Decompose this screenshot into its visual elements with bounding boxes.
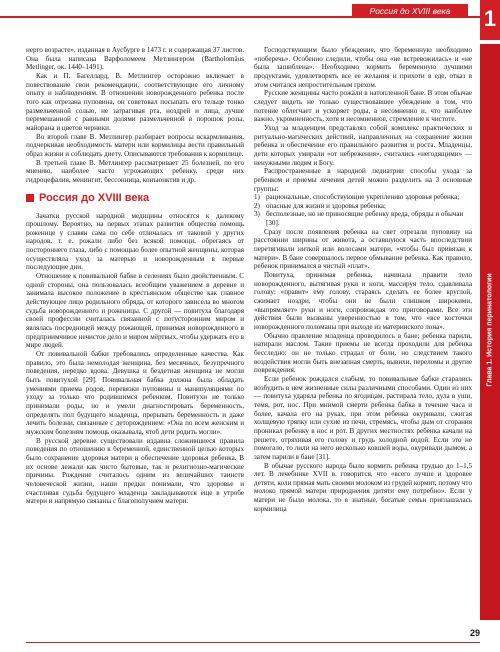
- right-top-paragraphs: [254, 46, 472, 193]
- footer-rule: [26, 642, 480, 643]
- list-item: [254, 210, 472, 227]
- paragraph: Если ребенок рождался слабым, то повивальные бабки старались возбудить в нем жизненные силы различными способами. Один из них — повитуха ударяла ребенка по ягодицам, растирала тело, дула в уши, темя, рот, нос. При мнимой смерти ребенка бабка в течение часа и более, качала его на руках, при этом ребенка окуривали, сжигая холщевую тряпку или сухие из печи, стремясь, чтобы дым от сгорания проникал ребенку в нос и рот. В других местностях ребенка качали на решете, отряхивая его голову и грудь холодной водой. Если это не помогало, то лили на него несколько ковшей воды, окуривали дымом, а затем парили в бане [31].: [254, 374, 472, 461]
- page-number: 29: [469, 628, 480, 638]
- list-item-text: опасные для жизни и здоровья ребенка;: [266, 201, 386, 210]
- paragraph: Распространенные в народной педиатрии способы ухода за ребенком и приемы лечения детей можно разделить на 3 основные группы:: [254, 167, 472, 193]
- paragraph: Как и П. Багеллард, В. Метлингер осторожно включает в повествование свои рекомендации, соответствующие его личному опыту и наблюдениям. В отношении новорожденного ребенка после того как отрезана пуповина, он советовал посыпать его тельце тонко размельченной солью, не затрагивая рта, ноздрей и лица, лучше перемешанной с равными долями размельченной в порошок розы, майорана и цветов черники.: [26, 71, 244, 132]
- paragraph: Во второй главе В. Метлингер разбирает вопросы вскармливания, подчеркивая необходимость матери или кормилицы вести правильный образ жизни и соблюдать диету. Описываются требования к кормилице.: [26, 132, 244, 158]
- list-item-text: бесполезные, но не приносящие ребенку вреда, обряды и обычаи [30].: [266, 210, 464, 228]
- paragraph: Отношение к повивальной бабке в селениях было двойственным. С одной стороны, она пользовалась всеобщим уважением в деревне и занимала высокое положение в крестьянском обществе как главное действующее лицо родильного обряда, от которого зависела во многом судьба новорожденного и роженицы. С другой — повитуха благодаря своей профессии считалась связанной с потусторонним миром и являлась посредницей между рожающей, принимая новорожденного в предприимчивое нечистое дело и миром мёртвых, чтобы удержать его в мире людей.: [26, 272, 244, 350]
- paragraph: Повитуха, принимая ребенка, начинала правити тело новорожденного, вытягивая руки и ноги, массируя тело, сдавливала голову: «правит» ему голову, стараясь сделать ее более круглой, сжимает ноздри, чтобы они не были слишком широкими, «выпрямляет» руки и ноги, сопровождая это приговорами. Все эти действия были вызваны уверенностью в том, что «все косточки новорожденного поломаны при выходе из материнского лона».: [254, 271, 472, 331]
- section-heading: [26, 192, 244, 204]
- left-top-paragraphs: [26, 46, 244, 185]
- running-title: Россия до XVIII века: [369, 6, 451, 16]
- paragraph: В третьей главе В. Метлингер рассматривает 25 болезней, по его мнению, наиболее часто угрожающих ребенку, среди них гидроцефалия, менингит, бессонница, конъюнктив и др.: [26, 158, 244, 184]
- section-title: Россия до XVIII века: [39, 191, 150, 204]
- paragraph: нерго возрасте», изданная в Аусбурге в 1473 г. и содержащая 37 листов. Она была написана Варфоломеем Метлингером (Bartholomäus Metlinger, ок. 1440–1491).: [26, 46, 244, 72]
- paragraph: В русской деревне существовали издавна сложившиеся правила поведения по отношению к беременной, единственной целью которых было сохранение здоровья матери и обеспечение здоровья ребенка. В их основе лежали как чисто бытовые, так и религиозно-магические причины. Рождение считалось одним из величайших таинств человеческой жизни, наши предки понимали, что здоровье и счастливая судьба будущего младенца закладываются еще в утробе матери и напрямую связаны с благополучием матери.: [26, 436, 244, 506]
- paragraph: Зачатки русской народной медицины относятся к далекому прошлому. Вероятно, на первых этапах развития общества помощь роженице у славян сама по себе отличалась от таковой у других народов, т. е. рожали либо без всякой помощи, обрегаясь от постороннего глаза, либо с помощью более опытной женщины, которая осуществляла уход за матерью и новорожденным в первые последующие дни.: [26, 211, 244, 272]
- paragraph: Обычно правление младенца проводилось в бане; ребенка парили, натирали маслом. Такие приемы не всегда проходили для ребенка бесследно: он не только страдал от боли, но следствием такого воздействия могли быть внезапная смерть, вывихи, переломы и другие повреждения.: [254, 331, 472, 375]
- side-tab-label: Глава 1. История перинатологии: [486, 273, 494, 387]
- paragraph: От повивальной бабки требовались определенные качества. Как правило, это была немолодая женщина, без месячных, безупречного поведения, нередко вдова. Девушка и бездетная женщина не могли быть повитухой [29]. Повивальная бабка должна была обладать умениями приема родов, перевязки пуповины и манипуляциями по уходу за только что родившимся ребенком. Повитухи не только принимали роды, но и умели диагностировать беременность, определять пол будущего младенца, прерывать беременность и даже лечить болезни, связанные с деторождением: «Она по всем женским и мужским болезням помощь оказывала, чтоб дети родить могли».: [26, 350, 244, 436]
- list-item-number: 1): [254, 193, 260, 202]
- paragraph: Сразу после появления ребенка на свет отрезали пуповину на расстоянии ширины от живота, а оставшуюся часть впоследствии перетягивали ниткой или волосами матери, «чтобы был привязан к матери». В бане совершалось первое обмывание ребенка. Как правило, ребенок принимался в чистый «плат».: [254, 227, 472, 271]
- left-bottom-paragraphs: [26, 212, 244, 506]
- section-marker: [26, 194, 34, 202]
- left-column: [26, 46, 244, 506]
- paragraph: В обычае русского народа было кормить ребенка грудью до 1–1,5 лет. В лечебнике XVII в. говорится, что «всего лучше и здоровее детяти, коли прямая мать своими молоком из грудей кормит, потому что молоко прямой матери природнения дитяти ему потребно». Если у матери не было молока, то в знатные, богатые семьи приглашалась кормилица: [254, 461, 472, 513]
- right-column: [254, 46, 472, 513]
- paragraph: Русские женщины часто рожали в натопленной бане. В этом обычае следует видеть не только существовавшее убеждение в том, что потение облегчает и ускоряет роды, а несомненно и, что наиболее важно, укромненность, хотя и несомненное, стремление к чистоте.: [254, 89, 472, 124]
- list-item-number: 3): [254, 210, 260, 219]
- chapter-number: 1: [483, 6, 497, 31]
- list-item: [254, 202, 472, 211]
- paragraph: Господствующим было убеждение, что беременную необходимо «поберечь». Особенно следили, чтобы она «не встревожилась» и «не была зашиблена». Необходимо кормить беременную лучшими продуктами, удовлетворять все ее желания и прихоти в еде, отказ в этом считался непростительным грехом.: [254, 46, 472, 89]
- right-bottom-paragraphs: [254, 228, 472, 514]
- paragraph: Уход за младенцем представлял собой комплекс практических и ритуально-магических действий, направленных на сохранение жизни ребенка и обеспечение его правильного развития и роста. Младенцы, дети которых умирали «от небрежения», считались «негодящими» — ненужными людям и Богу.: [254, 123, 472, 167]
- list-item-text: рациональные, способствующие укреплению здоровья ребенка;: [266, 193, 460, 202]
- list-item: [254, 193, 472, 202]
- list-item-number: 2): [254, 201, 260, 210]
- group-list: [254, 193, 472, 228]
